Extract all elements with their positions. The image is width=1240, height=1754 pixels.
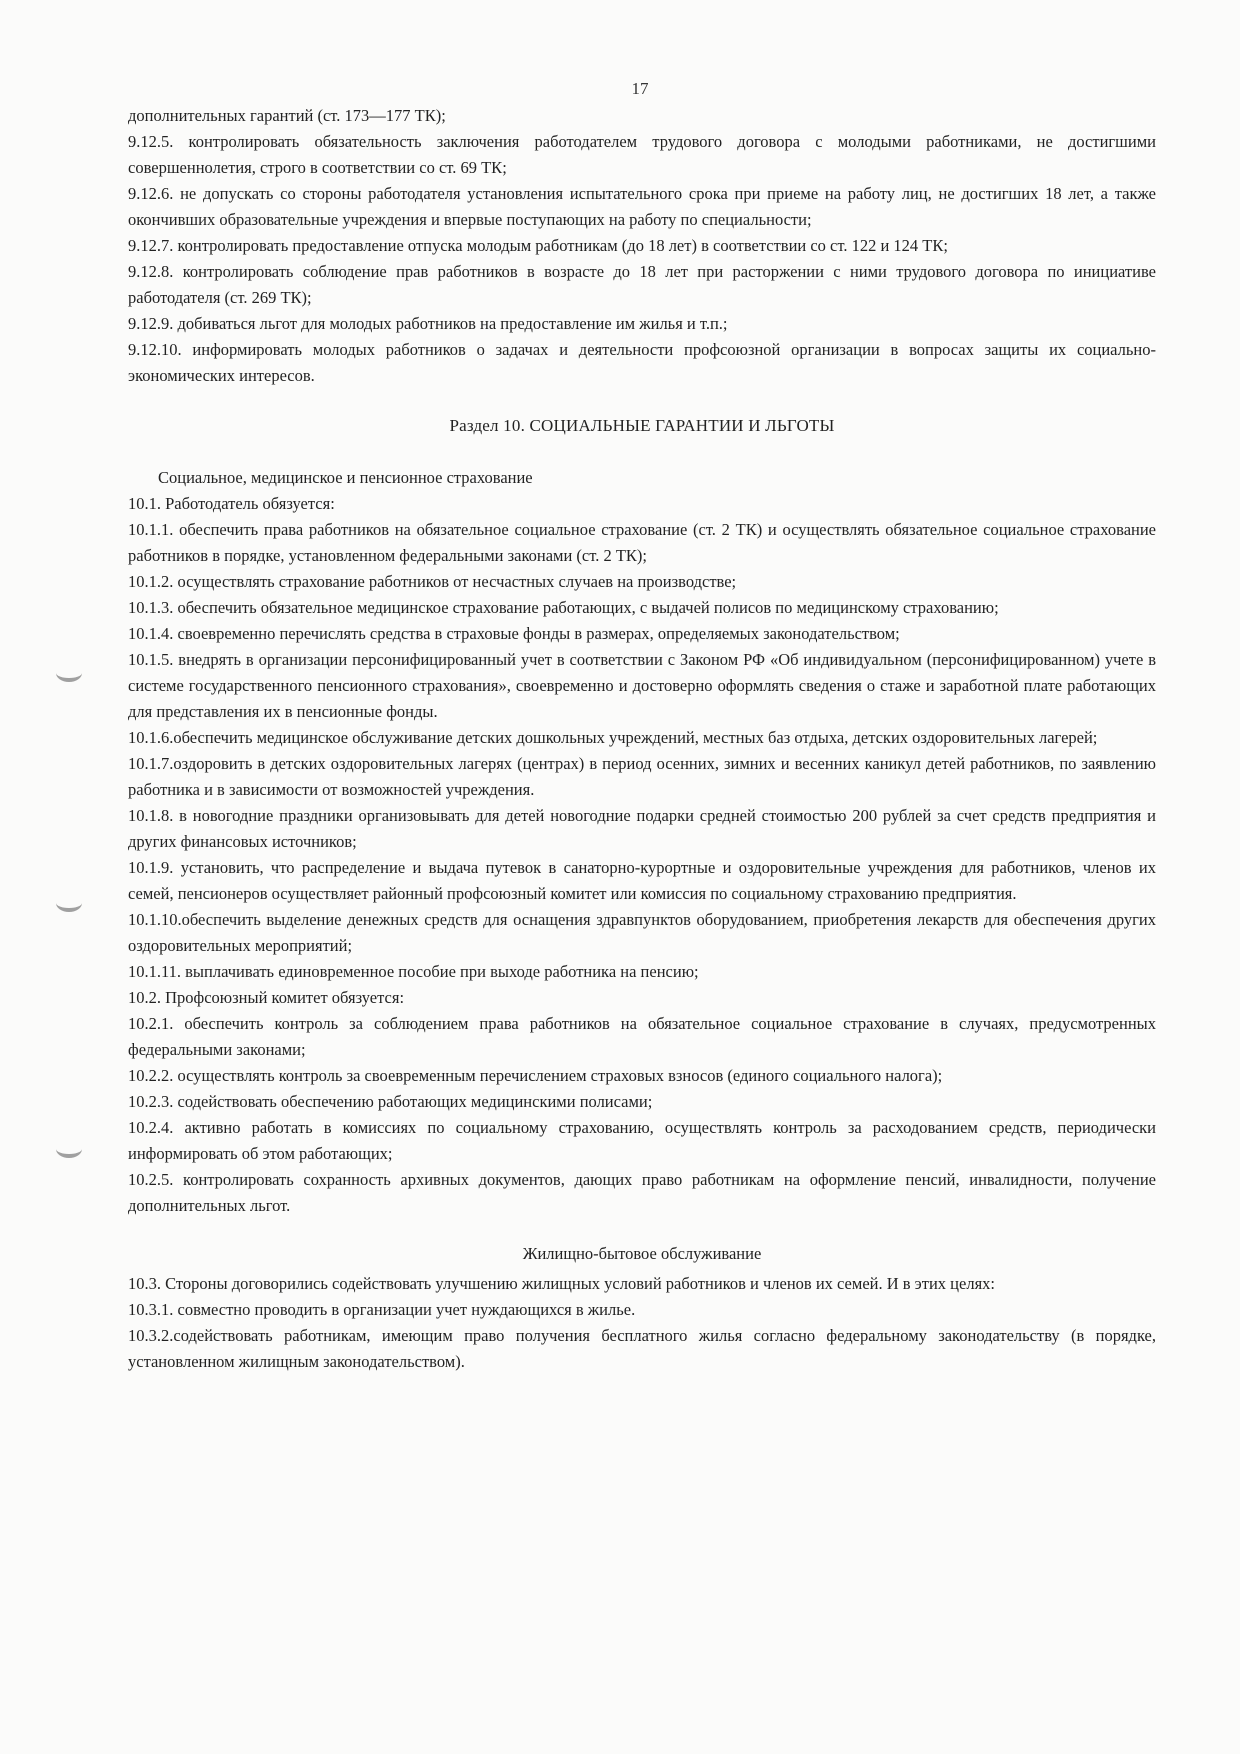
paragraph: 10.1.10.обеспечить выделение денежных средств для оснащения здравпунктов оборудованием, приобретения лекарств для обеспечения других оздоровительных мероприятий; <box>128 910 1156 955</box>
paragraph: 10.1.4. своевременно перечислять средства в страховые фонды в размерах, определяемых законодательством; <box>128 624 900 643</box>
paragraph: 10.1. Работодатель обязуется: <box>128 494 335 513</box>
paragraph: 10.2.5. контролировать сохранность архивных документов, дающих право работникам на оформление пенсий, инвалидности, получение дополнительных льгот. <box>128 1170 1156 1215</box>
paragraph: 10.3. Стороны договорились содействовать улучшению жилищных условий работников и членов их семей. И в этих целях: <box>128 1274 995 1293</box>
paragraph: 10.2.3. содействовать обеспечению работающих медицинскими полисами; <box>128 1092 653 1111</box>
paragraph: 10.3.1. совместно проводить в организации учет нуждающихся в жилье. <box>128 1300 636 1319</box>
paragraph: 10.1.9. установить, что распределение и выдача путевок в санаторно-курортные и оздоровительные учреждения для работников, членов их семей, пенсионеров осуществляет районный профсоюзный комитет или комиссия по социальному страхованию предприятия. <box>128 858 1156 903</box>
paragraph: 10.3.2.содействовать работникам, имеющим право получения бесплатного жилья согласно федеральному законодательству (в порядке, установленном жилищным законодательством). <box>128 1326 1156 1371</box>
binder-hole-mark <box>56 894 82 912</box>
paragraph: 9.12.7. контролировать предоставление отпуска молодым работникам (до 18 лет) в соответствии со ст. 122 и 124 ТК; <box>128 236 948 255</box>
paragraph: 10.2.1. обеспечить контроль за соблюдением права работников на обязательное социальное страхование в случаях, предусмотренных федеральными законами; <box>128 1014 1156 1059</box>
paragraph: 10.1.7.оздоровить в детских оздоровительных лагерях (центрах) в период осенних, зимних и весенних каникул детей работников, по заявлению работника и в зависимости от возможностей учреждения. <box>128 754 1156 799</box>
document-body <box>128 103 1156 1375</box>
paragraph: 9.12.8. контролировать соблюдение прав работников в возрасте до 18 лет при расторжении с ними трудового договора по инициативе работодателя (ст. 269 ТК); <box>128 262 1156 307</box>
paragraph: 10.1.3. обеспечить обязательное медицинское страхование работающих, с выдачей полисов по медицинскому страхованию; <box>128 598 999 617</box>
paragraph: 9.12.9. добиваться льгот для молодых работников на предоставление им жилья и т.п.; <box>128 314 728 333</box>
paragraph: дополнительных гарантий (ст. 173—177 ТК); <box>128 106 446 125</box>
paragraph: 9.12.10. информировать молодых работников о задачах и деятельности профсоюзной организации в вопросах защиты их социально-экономических интересов. <box>128 340 1156 385</box>
paragraph: 10.1.6.обеспечить медицинское обслуживание детских дошкольных учреждений, местных баз отдыха, детских оздоровительных лагерей; <box>128 728 1098 747</box>
subsection-heading-social: Социальное, медицинское и пенсионное страхование <box>158 468 533 487</box>
subsection-heading-housing: Жилищно-бытовое обслуживание <box>522 1244 762 1263</box>
binder-hole-mark <box>56 1140 82 1158</box>
paragraph: 10.1.11. выплачивать единовременное пособие при выходе работника на пенсию; <box>128 962 699 981</box>
paragraph: 10.1.8. в новогодние праздники организовывать для детей новогодние подарки средней стоимостью 200 рублей за счет средств предприятия и других финансовых источников; <box>128 806 1156 851</box>
page-number: 17 <box>631 79 649 98</box>
paragraph: 10.2. Профсоюзный комитет обязуется: <box>128 988 405 1007</box>
section-title: Раздел 10. СОЦИАЛЬНЫЕ ГАРАНТИИ И ЛЬГОТЫ <box>449 416 835 435</box>
paragraph: 10.1.5. внедрять в организации персонифицированный учет в соответствии с Законом РФ «Об индивидуальном (персонифицированном) учете в системе государственного пенсионного страхования», своевременно и достоверно оформлять сведения о стаже и заработной плате работающих для представления их в пенсионные фонды. <box>128 650 1156 721</box>
paragraph: 9.12.5. контролировать обязательность заключения работодателем трудового договора с молодыми работниками, не достигшими совершеннолетия, строго в соответствии со ст. 69 ТК; <box>128 132 1156 177</box>
paragraph: 10.1.2. осуществлять страхование работников от несчастных случаев на производстве; <box>128 572 737 591</box>
paragraph: 9.12.6. не допускать со стороны работодателя установления испытательного срока при приеме на работу лиц, не достигших 18 лет, а также окончивших образовательные учреждения и впервые поступающих на работу по специальности; <box>128 184 1156 229</box>
binder-hole-mark <box>56 664 82 682</box>
paragraph: 10.2.4. активно работать в комиссиях по социальному страхованию, осуществлять контроль за расходованием средств, периодически информировать об этом работающих; <box>128 1118 1156 1163</box>
paragraph: 10.1.1. обеспечить права работников на обязательное социальное страхование (ст. 2 ТК) и осуществлять обязательное социальное страхование работников в порядке, установленном федеральными законами (ст. 2 ТК); <box>128 520 1156 565</box>
paragraph: 10.2.2. осуществлять контроль за своевременным перечислением страховых взносов (единого социального налога); <box>128 1066 943 1085</box>
